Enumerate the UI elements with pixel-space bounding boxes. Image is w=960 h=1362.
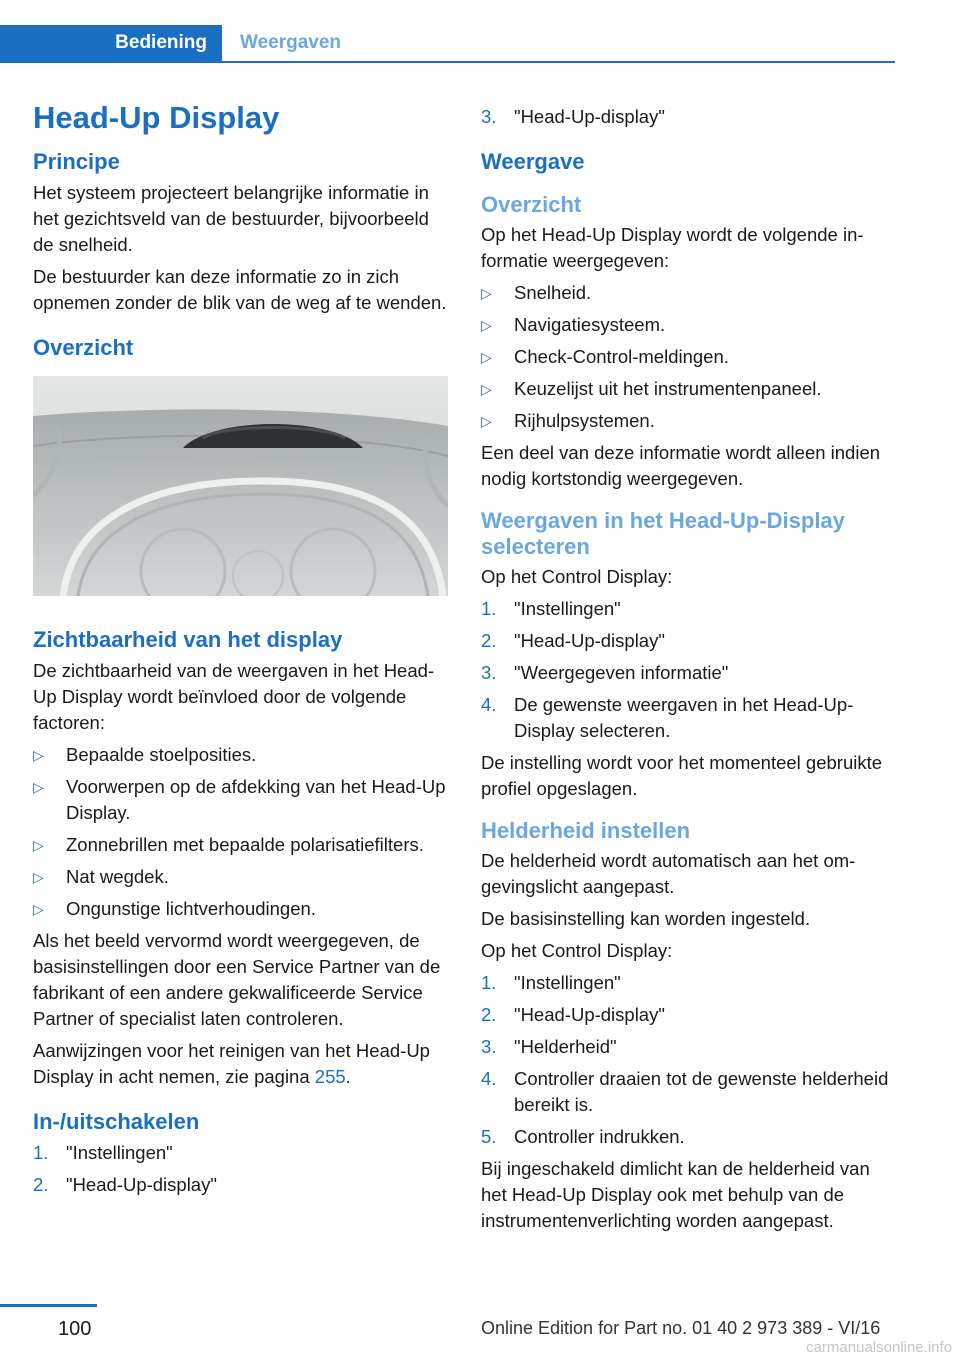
list-item: 1. "Instellingen" (481, 970, 899, 996)
step-number: 1. (33, 1142, 49, 1163)
list-item: ▷ Snelheid. (481, 280, 899, 306)
list-item: ▷ Navigatiesysteem. (481, 312, 899, 338)
paragraph: De instelling wordt voor het momenteel gebruikte profiel opgeslagen. (481, 752, 883, 799)
section-tab-bediening (0, 25, 222, 61)
heading-weergave: Weergave (481, 149, 585, 174)
list-item: 4. Controller draaien tot de gewenste helderheid bereikt is. (481, 1068, 889, 1115)
paragraph: De basisinstelling kan worden ingesteld. (481, 908, 811, 929)
steps-list (481, 970, 899, 1150)
head-up-display-illustration (33, 376, 448, 596)
paragraph: De bestuurder kan deze informatie zo in zich opnemen zonder de blik van de weg af te wenden. (33, 266, 447, 313)
info-list (481, 280, 899, 434)
step-number: 1. (481, 972, 497, 993)
page-header (0, 25, 895, 63)
list-item: ▷ Bepaalde stoelposities. (33, 742, 451, 768)
paragraph: Bij ingeschakeld dimlicht kan de helderheid van het Head-Up Display ook met behulp van de instrumentenverlichting worden aangepast. (481, 1158, 870, 1231)
section-tab-label: Bediening (115, 32, 207, 53)
page-link[interactable]: 255 (314, 1066, 346, 1087)
list-item: 2. "Head-Up-display" (33, 1172, 451, 1198)
step-number: 3. (481, 106, 497, 127)
paragraph: Op het Control Display: (481, 940, 673, 961)
paragraph-with-link: Aanwijzingen voor het reinigen van het Head-Up Display in acht nemen, zie pagina 255. (33, 1040, 430, 1087)
step-number: 5. (481, 1126, 497, 1147)
triangle-bullet-icon: ▷ (481, 413, 492, 429)
list-item: ▷ Voorwerpen op de afdekking van het Head-Up Display. (33, 776, 446, 823)
paragraph: De zichtbaarheid van de weergaven in het Head-Up Display wordt beïnvloed door de volgende factoren: (33, 660, 435, 733)
list-item: ▷ Check-Control-meldingen. (481, 344, 899, 370)
triangle-bullet-icon: ▷ (33, 837, 44, 853)
list-item: 3. "Helderheid" (481, 1034, 899, 1060)
factor-list (33, 742, 451, 922)
triangle-bullet-icon: ▷ (33, 869, 44, 885)
page-title: Head-Up Display (33, 100, 280, 135)
triangle-bullet-icon: ▷ (33, 779, 44, 795)
heading-principe: Principe (33, 149, 120, 174)
step-number: 3. (481, 1036, 497, 1057)
list-item: ▷ Nat wegdek. (33, 864, 451, 890)
heading-zichtbaarheid: Zichtbaarheid van het display (33, 627, 343, 652)
list-item: ▷ Keuzelijst uit het instrumentenpaneel. (481, 376, 899, 402)
step-number: 2. (33, 1174, 49, 1195)
list-item: ▷ Rijhulpsystemen. (481, 408, 899, 434)
step-number: 1. (481, 598, 497, 619)
list-item: 1. "Instellingen" (481, 596, 899, 622)
page-number: 100 (58, 1318, 92, 1340)
step-number: 4. (481, 1068, 497, 1089)
paragraph: De helderheid wordt automatisch aan het omgevingslicht aangepast. (481, 850, 856, 897)
list-item: 5. Controller indrukken. (481, 1124, 899, 1150)
steps-list-continued (481, 104, 899, 130)
watermark: carmanualsonline.info (806, 1339, 952, 1356)
heading-overzicht: Overzicht (481, 192, 582, 217)
heading-helderheid: Helderheid instellen (481, 818, 691, 843)
heading-in-uitschakelen: In-/uitschakelen (33, 1109, 200, 1134)
list-item: ▷ Ongunstige lichtverhoudingen. (33, 896, 451, 922)
section-tab-weergaven: Weergaven (240, 32, 342, 53)
triangle-bullet-icon: ▷ (481, 381, 492, 397)
edition-note: Online Edition for Part no. 01 40 2 973 389 - VI/16 (481, 1318, 881, 1338)
list-item: 2. "Head-Up-display" (481, 1002, 899, 1028)
triangle-bullet-icon: ▷ (481, 317, 492, 333)
list-item: 3. "Head-Up-display" (481, 104, 899, 130)
paragraph: Op het Control Display: (481, 566, 673, 587)
list-item: 2. "Head-Up-display" (481, 628, 899, 654)
steps-list (481, 596, 899, 744)
steps-list (33, 1140, 451, 1198)
list-item: 1. "Instellingen" (33, 1140, 451, 1166)
step-number: 2. (481, 630, 497, 651)
triangle-bullet-icon: ▷ (481, 349, 492, 365)
list-item: ▷ Zonnebrillen met bepaalde polarisatiefilters. (33, 832, 451, 858)
left-column (33, 98, 451, 1204)
paragraph: Het systeem projecteert belangrijke informatie in het gezichtsveld van de bestuurder, bijvoorbeeld de snelheid. (33, 182, 429, 255)
step-number: 2. (481, 1004, 497, 1025)
triangle-bullet-icon: ▷ (481, 285, 492, 301)
footer-rule (0, 1304, 97, 1307)
triangle-bullet-icon: ▷ (33, 901, 44, 917)
paragraph: Op het Head-Up Display wordt de volgende informatie weergegeven: (481, 224, 864, 271)
list-item: 4. De gewenste weergaven in het Head-Up-Display selecteren. (481, 694, 854, 741)
triangle-bullet-icon: ▷ (33, 747, 44, 763)
list-item: 3. "Weergegeven informatie" (481, 660, 899, 686)
paragraph: Een deel van deze informatie wordt alleen indien nodig kortstondig weergegeven. (481, 442, 881, 489)
heading-overzicht: Overzicht (33, 335, 134, 360)
right-column (481, 98, 899, 1240)
heading-weergaven-selecteren: Weergaven in het Head-Up-Display selecteren (481, 508, 845, 559)
dashboard-photo (33, 376, 448, 596)
paragraph: Als het beeld vervormd wordt weergegeven, de basisinstellingen door een Service Partner van de fabrikant of een andere gekwalificeerde Service Partner of specialist laten controleren. (33, 930, 441, 1029)
step-number: 3. (481, 662, 497, 683)
step-number: 4. (481, 694, 497, 715)
